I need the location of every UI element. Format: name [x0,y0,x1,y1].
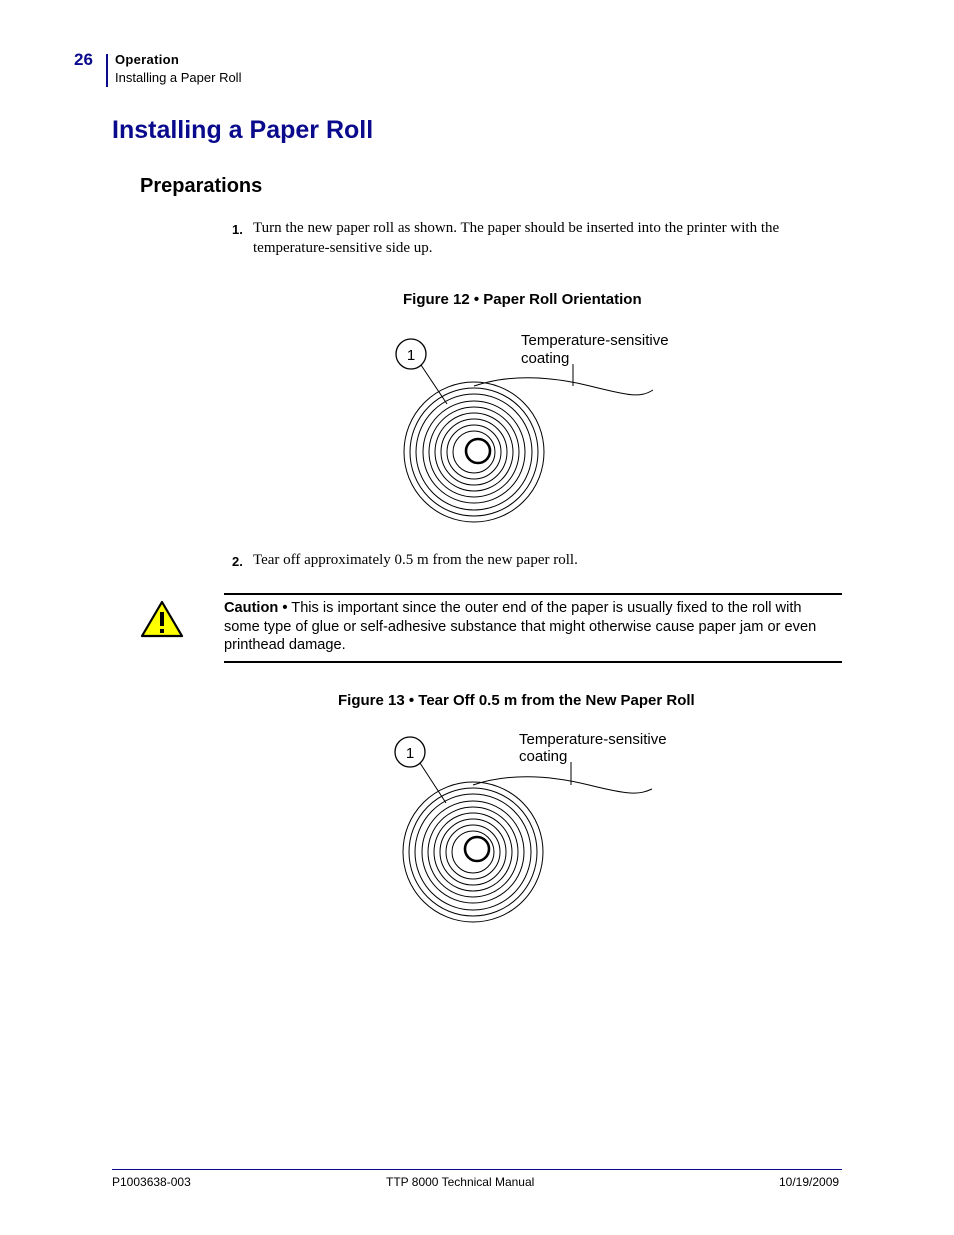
step-2 [232,551,832,571]
header-divider [106,54,108,87]
figure-13-caption: Figure 13 • Tear Off 0.5 m from the New Paper Roll [338,692,695,709]
coating-label-line1: Temperature-sensitive [519,731,667,748]
footer-rule [112,1169,842,1170]
caution-note [224,599,836,655]
caution-label: Caution • [224,600,288,616]
paper-roll-diagram [389,727,689,927]
warning-triangle-icon [140,600,184,643]
coating-label-line2: coating [521,350,570,367]
footer-doc-number: P1003638-003 [112,1175,191,1189]
paper-roll-diagram [390,328,690,528]
figure-13-paper-roll [389,727,689,927]
figure-12-caption: Figure 12 • Paper Roll Orientation [403,291,642,308]
caution-text: This is important since the outer end of the paper is usually fixed to the roll with some type of glue or self-adhesive substance that might otherwise cause paper jam or even printhead damage. [224,600,817,653]
header-section: Operation [115,52,180,67]
roll-core [465,837,489,861]
page-title: Installing a Paper Roll [112,116,374,144]
page-number: 26 [74,50,93,69]
callout-number: 1 [405,745,415,762]
coating-label-line1: Temperature-sensitive [521,332,669,349]
roll-core [466,439,490,463]
header-subsection: Installing a Paper Roll [115,70,242,85]
callout-leader [421,365,447,404]
caution-bottom-rule [224,661,842,663]
callout-number: 1 [406,347,416,364]
footer-manual-title: TTP 8000 Technical Manual [386,1175,535,1189]
step-number: 1. [232,222,243,237]
paper-tail [474,378,653,395]
footer-date: 10/19/2009 [779,1175,840,1189]
step-text: Turn the new paper roll as shown. The paper should be inserted into the printer with the temperature-sensitive side up. [253,220,780,256]
callout-leader [420,763,446,803]
coating-label-line2: coating [519,748,568,765]
paper-tail [473,777,652,793]
step-1 [232,219,832,258]
section-heading: Preparations [140,175,263,197]
step-number: 2. [232,554,243,569]
figure-12-paper-roll [390,328,690,528]
roll-rings [403,782,543,922]
roll-rings [404,382,544,522]
caution-top-rule [224,593,842,595]
step-text: Tear off approximately 0.5 m from the new paper roll. [253,552,578,568]
